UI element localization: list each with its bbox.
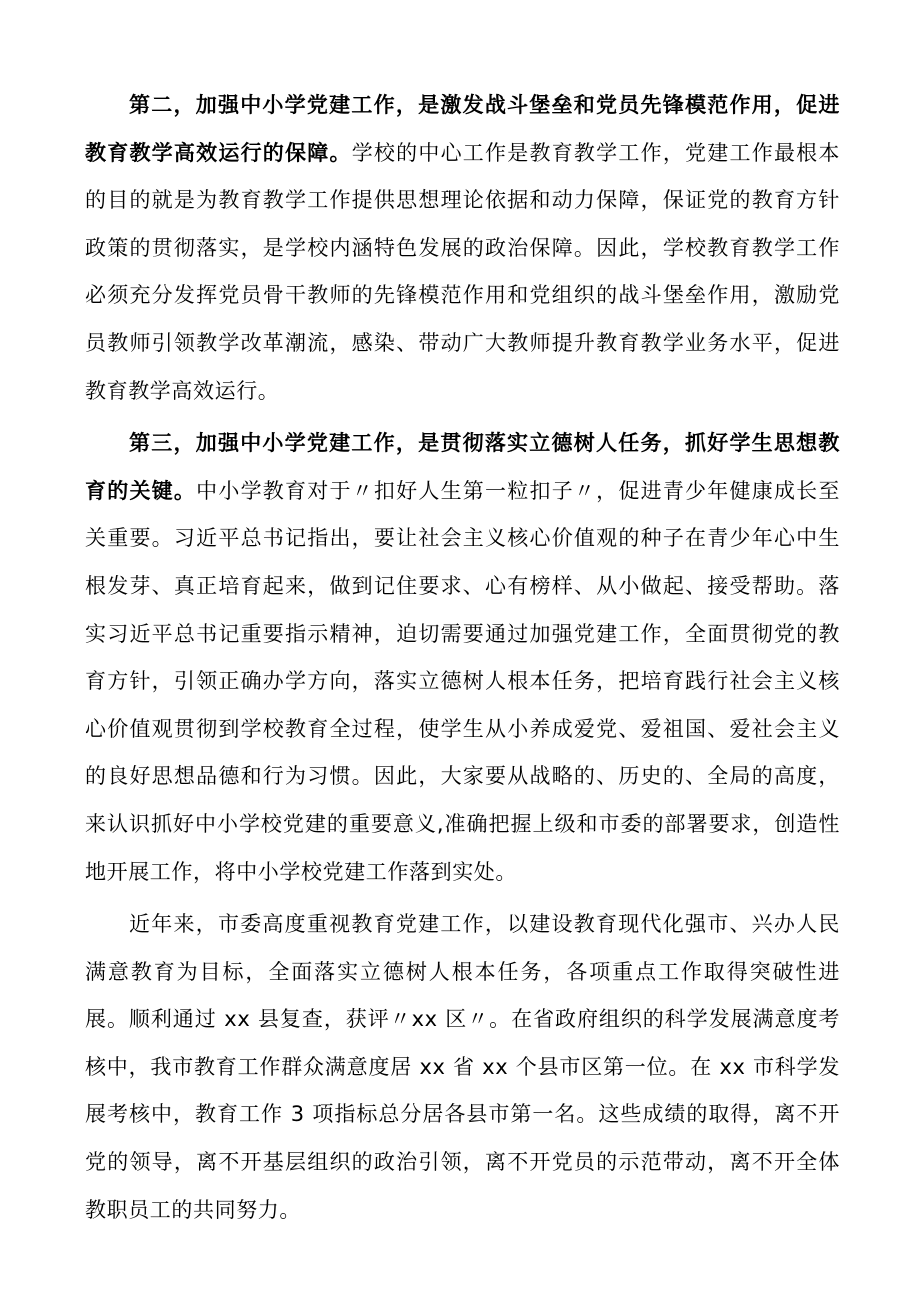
paragraph-bold-lead: 第三，加强中小学党建工作，是贯彻落实立德树人任务，抓好学生思想教育的关键。 [85, 431, 840, 503]
paragraph-body-text: 中小学教育对于〃扣好人生第一粒扣子〃，促进青少年健康成长至关重要。习近平总书记指出，要让社会主义核心价值观的种子在青少年心中生根发芽、真正培育起来，做到记住要求、心有榜样、从小做起、接受帮助。落实习近平总书记重要指示精神，迫切需要通过加强党建工作，全面贯彻党的教育方针，引领正确办学方向，落实立德树人根本任务，把培育践行社会主义核心价值观贯彻到学校教育全过程，使学生从小养成爱党、爱祖国、爱社会主义的良好思想品德和行为习惯。因此，大家要从战略的、历史的、全局的高度，来认识抓好中小学校党建的重要意义,准确把握上级和市委的部署要求，创造性地开展工作，将中小学校党建工作落到实处。 [85, 478, 840, 884]
paragraph-body-text: 学校的中心工作是教育教学工作，党建工作最根本的目的就是为教育教学工作提供思想理论依据和动力保障，保证党的教育方针政策的贯彻落实，是学校内涵特色发展的政治保障。因此，学校教育教学工作必须充分发挥党员骨干教师的先锋模范作用和党组织的战斗堡垒作用，激励党员教师引领教学改革潮流，感染、带动广大教师提升教育教学业务水平，促进教育教学高效运行。 [85, 140, 840, 403]
paragraph-recent-years [85, 901, 840, 1234]
paragraph-bold-lead: 第二，加强中小学党建工作，是激发战斗堡垒和党员先锋模范作用，促进教育教学高效运行的保障。 [85, 93, 840, 165]
paragraph-third-point [85, 420, 840, 896]
paragraph-body-text: 近年来，市委高度重视教育党建工作，以建设教育现代化强市、兴办人民满意教育为目标，全面落实立德树人根本任务，各项重点工作取得突破性进展。顺利通过 xx 县复查，获评〃xx 区〃。在省政府组织的科学发展满意度考核中，我市教育工作群众满意度居 xx 省 xx 个县市区第一位。在 xx 市科学发展考核中，教育工作 3 项指标总分居各县市第一名。这些成绩的取得，离不开党的领导，离不开基层组织的政治引领，离不开党员的示范带动，离不开全体教职员工的共同努力。 [85, 912, 840, 1222]
paragraph-second-point [85, 82, 840, 415]
